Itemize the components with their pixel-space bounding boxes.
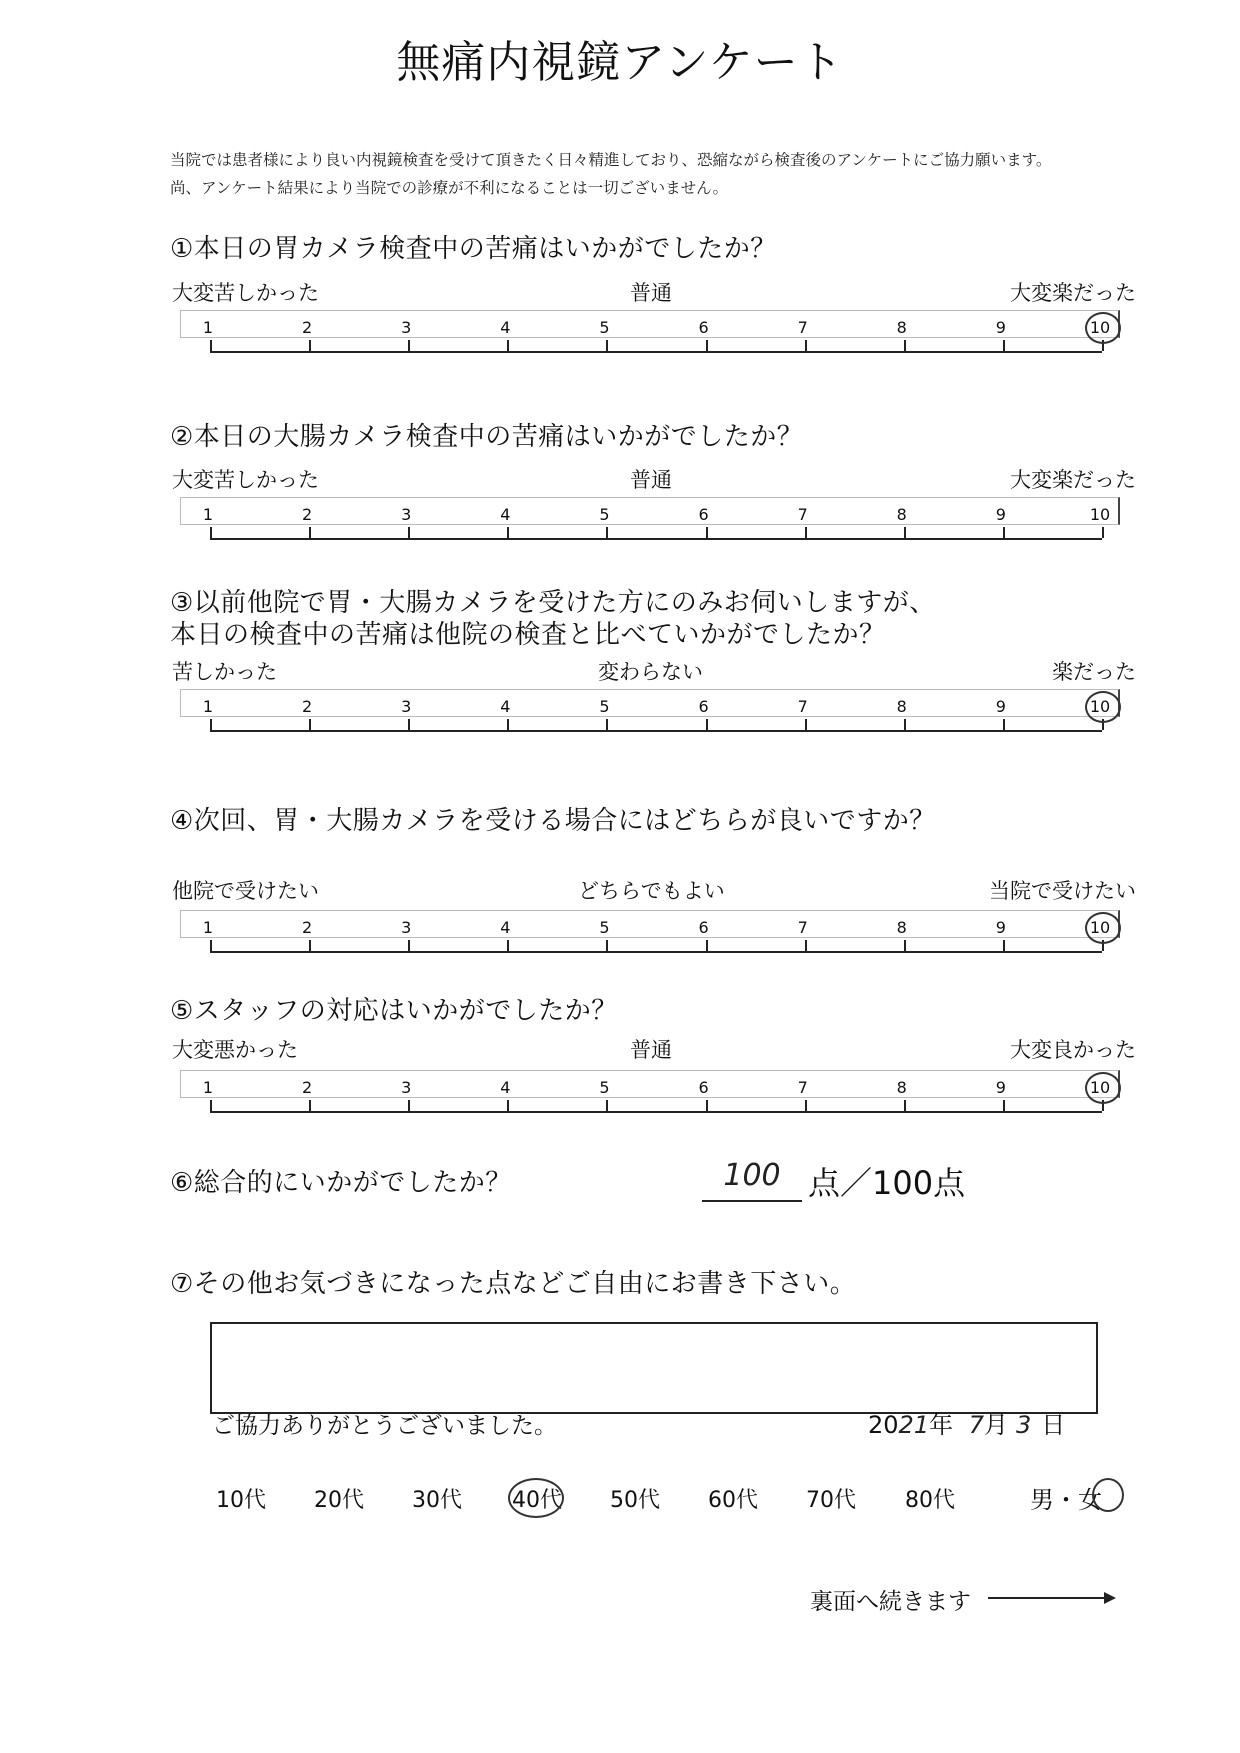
scale-tick (606, 1100, 608, 1111)
age-option-40s[interactable]: 40代 (512, 1488, 562, 1513)
date-field[interactable] (868, 1405, 1065, 1440)
scale-tick (507, 940, 509, 951)
scale-option-1[interactable]: 1 (202, 918, 214, 937)
gender-selection-circle (1092, 1478, 1124, 1512)
scale-option-6[interactable]: 6 (698, 1078, 709, 1097)
scale-tick (507, 340, 509, 351)
scale-option-3[interactable]: 3 (401, 918, 412, 937)
scale-tick (210, 1100, 212, 1111)
scale-option-1[interactable]: 1 (202, 1078, 214, 1097)
scale-tick (1003, 1100, 1005, 1111)
scale-baseline (210, 1111, 1102, 1113)
q3-label-mid: 変わらない (598, 660, 703, 684)
selection-circle (1085, 912, 1121, 944)
q6-score-suffix: 点／100点 (808, 1164, 966, 1202)
scale-tick (805, 340, 807, 351)
q4-label-mid: どちらでもよい (578, 879, 725, 903)
scale-option-7[interactable]: 7 (797, 918, 808, 937)
intro-line-1: 当院では患者様により良い内視鏡検査を受けて頂きたく日々精進しており、恐縮ながら検査後のアンケートにご協力願います。 (170, 151, 1052, 169)
scale-baseline (210, 730, 1102, 732)
scale-tick (805, 940, 807, 951)
scale-option-5[interactable]: 5 (599, 1078, 610, 1097)
scale-option-10[interactable]: 10 (1089, 918, 1111, 937)
scale-option-8[interactable]: 8 (896, 505, 907, 524)
scale-option-2[interactable]: 2 (302, 318, 313, 337)
age-option-60s[interactable]: 60代 (708, 1488, 758, 1513)
question-4: ④次回、胃・大腸カメラを受ける場合にはどちらが良いですか？ (170, 806, 936, 836)
scale-option-3[interactable]: 3 (401, 697, 412, 716)
scale-option-10[interactable]: 10 (1089, 505, 1111, 524)
intro-line-2: 尚、アンケート結果により当院での診療が不利になることは一切ございません。 (170, 179, 729, 197)
scale-option-9[interactable]: 9 (995, 697, 1006, 716)
question-2: ②本日の大腸カメラ検査中の苦痛はいかがでしたか？ (170, 422, 804, 452)
scale-tick (309, 340, 311, 351)
q2-label-right: 大変楽だった (1010, 468, 1136, 492)
scale-option-4[interactable]: 4 (500, 318, 511, 337)
age-option-50s[interactable]: 50代 (610, 1488, 660, 1513)
selection-circle (1085, 691, 1121, 723)
scale-option-5[interactable]: 5 (599, 918, 610, 937)
scale-tick (408, 340, 410, 351)
scale-tick (408, 719, 410, 730)
scale-option-10[interactable]: 10 (1089, 697, 1111, 716)
question-5: ⑤スタッフの対応はいかがでしたか？ (170, 996, 618, 1026)
page-title: 無痛内視鏡アンケート (396, 37, 844, 88)
scale-tick (210, 719, 212, 730)
date-year-prefix: 20 (868, 1411, 899, 1439)
scale-option-8[interactable]: 8 (896, 1078, 907, 1097)
scale-option-8[interactable]: 8 (896, 918, 907, 937)
scale-option-2[interactable]: 2 (302, 505, 313, 524)
scale-tick (904, 527, 906, 538)
selection-circle (1085, 312, 1121, 344)
thanks-text: ご協力ありがとうございました。 (212, 1413, 557, 1439)
scale-tick (706, 527, 708, 538)
q4-rating-scale[interactable] (180, 910, 1120, 970)
scale-baseline (210, 951, 1102, 953)
scale-tick (606, 527, 608, 538)
scale-tick (507, 1100, 509, 1111)
q4-label-left: 他院で受けたい (172, 879, 319, 903)
scale-tick (904, 940, 906, 951)
continue-text: 裏面へ続きます (810, 1589, 971, 1615)
date-year-label: 年 (929, 1411, 954, 1439)
scale-option-3[interactable]: 3 (401, 505, 412, 524)
scale-tick (210, 527, 212, 538)
scale-option-6[interactable]: 6 (698, 918, 709, 937)
q2-label-mid: 普通 (630, 468, 672, 492)
scale-tick (606, 719, 608, 730)
scale-option-4[interactable]: 4 (500, 918, 511, 937)
q3-rating-scale[interactable] (180, 689, 1120, 749)
q5-label-left: 大変悪かった (172, 1038, 298, 1062)
scale-tick (706, 1100, 708, 1111)
scale-option-2[interactable]: 2 (302, 697, 313, 716)
age-option-20s[interactable]: 20代 (314, 1488, 364, 1513)
date-day-label: 日 (1041, 1411, 1066, 1439)
scale-tick (507, 719, 509, 730)
scale-option-2[interactable]: 2 (302, 1078, 313, 1097)
q1-label-right: 大変楽だった (1010, 281, 1136, 305)
scale-tick (1003, 340, 1005, 351)
scale-option-2[interactable]: 2 (302, 918, 313, 937)
q2-rating-scale[interactable] (180, 497, 1120, 557)
q1-label-left: 大変苦しかった (172, 281, 319, 305)
scale-option-7[interactable]: 7 (797, 318, 808, 337)
scale-option-7[interactable]: 7 (797, 697, 808, 716)
scale-tick (1102, 527, 1104, 538)
date-month-label: 月 (984, 1411, 1009, 1439)
scale-option-5[interactable]: 5 (599, 318, 610, 337)
scale-tick (309, 940, 311, 951)
question-6: ⑥総合的にいかがでしたか？ (170, 1168, 512, 1198)
scale-option-6[interactable]: 6 (698, 697, 709, 716)
scale-option-9[interactable]: 9 (995, 1078, 1006, 1097)
q5-rating-scale[interactable] (180, 1070, 1120, 1130)
scale-tick (408, 1100, 410, 1111)
scale-option-6[interactable]: 6 (698, 318, 709, 337)
date-month-handwritten: 7 (968, 1411, 985, 1439)
scale-baseline (210, 538, 1102, 540)
age-option-10s[interactable]: 10代 (216, 1488, 266, 1513)
scale-option-3[interactable]: 3 (401, 318, 412, 337)
q1-label-mid: 普通 (630, 281, 672, 305)
scale-tick (1003, 940, 1005, 951)
scale-tick (805, 719, 807, 730)
q1-rating-scale[interactable] (180, 310, 1120, 370)
gender-male[interactable]: 男 (1030, 1486, 1054, 1514)
scale-tick (904, 340, 906, 351)
selection-circle (1085, 1072, 1121, 1104)
scale-tick (706, 340, 708, 351)
scale-option-1[interactable]: 1 (202, 318, 214, 337)
date-day-handwritten: 3 (1016, 1411, 1032, 1439)
scale-tick (805, 1100, 807, 1111)
scale-option-5[interactable]: 5 (599, 505, 610, 524)
gender-female[interactable]: 女 (1078, 1486, 1102, 1514)
scale-baseline (210, 351, 1102, 353)
scale-tick (309, 719, 311, 730)
age-option-30s[interactable]: 30代 (412, 1488, 462, 1513)
q3-label-left: 苦しかった (172, 660, 277, 684)
scale-option-8[interactable]: 8 (896, 697, 907, 716)
scale-tick (805, 527, 807, 538)
scale-option-9[interactable]: 9 (995, 918, 1006, 937)
scale-tick (507, 527, 509, 538)
scale-option-9[interactable]: 9 (995, 505, 1006, 524)
scale-option-7[interactable]: 7 (797, 505, 808, 524)
scale-option-4[interactable]: 4 (500, 697, 511, 716)
age-option-70s[interactable]: 70代 (806, 1488, 856, 1513)
comment-textarea[interactable] (210, 1322, 1098, 1414)
scale-option-8[interactable]: 8 (896, 318, 907, 337)
q4-label-right: 当院で受けたい (989, 879, 1136, 903)
question-7: ⑦その他お気づきになった点などご自由にお書き下さい。 (170, 1269, 857, 1299)
scale-option-10[interactable]: 10 (1089, 1078, 1111, 1097)
question-3: ③以前他院で胃・大腸カメラを受けた方にのみお伺いしますが、 (170, 588, 936, 618)
scale-option-1[interactable]: 1 (202, 697, 214, 716)
scale-option-9[interactable]: 9 (995, 318, 1006, 337)
scale-tick (309, 1100, 311, 1111)
q3-label-right: 楽だった (1052, 660, 1136, 684)
q2-label-left: 大変苦しかった (172, 468, 319, 492)
scale-tick (309, 527, 311, 538)
q6-score-field[interactable]: 100 (702, 1158, 802, 1202)
age-option-80s[interactable]: 80代 (905, 1488, 955, 1513)
scale-tick (904, 719, 906, 730)
question-3-line-2: 本日の検査中の苦痛は他院の検査と比べていかがでしたか？ (170, 620, 886, 650)
scale-tick (408, 527, 410, 538)
scale-option-5[interactable]: 5 (599, 697, 610, 716)
scale-tick (408, 940, 410, 951)
continue-arrow-icon (988, 1597, 1112, 1599)
q5-label-right: 大変良かった (1010, 1038, 1136, 1062)
date-year-handwritten: 21 (898, 1411, 930, 1439)
scale-tick (606, 340, 608, 351)
scale-tick (606, 940, 608, 951)
scale-option-4[interactable]: 4 (500, 1078, 511, 1097)
scale-tick (706, 719, 708, 730)
scale-tick (904, 1100, 906, 1111)
scale-option-7[interactable]: 7 (797, 1078, 808, 1097)
scale-tick (210, 340, 212, 351)
scale-tick (706, 940, 708, 951)
age-selection-circle (508, 1478, 564, 1518)
gender-separator: ・ (1054, 1486, 1078, 1514)
scale-option-6[interactable]: 6 (698, 505, 709, 524)
scale-tick (1003, 719, 1005, 730)
scale-tick (1003, 527, 1005, 538)
scale-option-10[interactable]: 10 (1089, 318, 1111, 337)
scale-option-4[interactable]: 4 (500, 505, 511, 524)
question-1: ①本日の胃カメラ検査中の苦痛はいかがでしたか？ (170, 234, 777, 264)
scale-tick (210, 940, 212, 951)
scale-option-3[interactable]: 3 (401, 1078, 412, 1097)
scale-option-1[interactable]: 1 (202, 505, 214, 524)
q5-label-mid: 普通 (630, 1038, 672, 1062)
